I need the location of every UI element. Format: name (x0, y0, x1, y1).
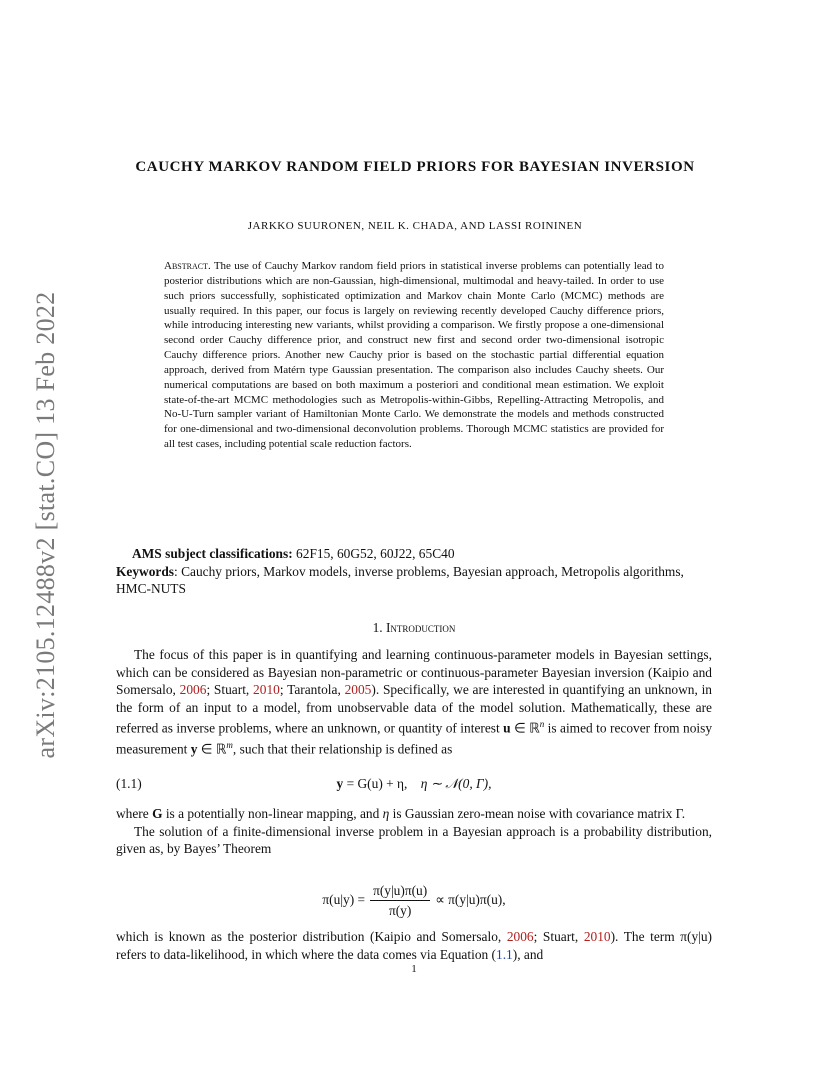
bayes-rhs: ∝ π(y|u)π(u), (435, 892, 506, 907)
section-number: 1. (372, 620, 383, 635)
bayes-numerator: π(y|u)π(u) (370, 882, 430, 901)
abstract (164, 259, 664, 452)
equation-reference-link[interactable]: 1.1 (496, 946, 513, 962)
keywords-value: : Cauchy priors, Markov models, inverse problems, Bayesian approach, Metropolis algorithms, HMC-NUTS (116, 563, 684, 597)
abstract-label: Abstract. (164, 260, 211, 272)
ams-value: 62F15, 60G52, 60J22, 65C40 (296, 546, 455, 561)
keywords-label: Keywords (116, 563, 175, 579)
final-text-2: ; Stuart, (533, 929, 584, 944)
intro-text-1: The focus of this paper is in quantifying and learning continuous-parameter models in Bayesian settings, which can be considered as Bayesian non-parametric or continuous-parameter Bayesian inversion (Kaipio and Somersalo, (116, 647, 712, 698)
final-text-1: which is known as the posterior distribution (Kaipio and Somersalo, (116, 929, 507, 944)
after-text-2: is a potentially non-linear mapping, and (162, 806, 383, 821)
keywords (116, 563, 712, 598)
citation-link[interactable]: 2006 (179, 682, 207, 698)
equation-lhs: y (336, 776, 344, 791)
equation-number: (1.1) (116, 776, 142, 791)
final-text-4: ), and (512, 946, 544, 962)
section-title: Introduction (385, 620, 456, 635)
citation-link[interactable]: 2010 (583, 929, 611, 944)
intro-text-4: ). Specifically, we are interested in quantifying an unknown, in the form of an input to a model, from unobservable data of the model solution. Mathematically, these are referred as inverse problems, where an unknown, or quantity of interest (116, 682, 712, 736)
intro-text-6: , such that their relationship is defined as (232, 741, 453, 757)
intro-text-5: is aimed to recover from noisy measurement (116, 720, 713, 757)
equation-body (116, 776, 712, 792)
section-heading (116, 620, 712, 636)
bayes-fraction (370, 882, 430, 919)
citation-link[interactable]: 2006 (506, 929, 534, 944)
intro-text-3: ; Tarantola, (279, 682, 345, 698)
equation-1-1 (116, 776, 712, 796)
paper-title: CAUCHY MARKOV RANDOM FIELD PRIORS FOR BAYESIAN INVERSION (135, 159, 695, 175)
intro-paragraph: The focus of this paper is in quantifying and learning continuous-parameter models in Bayesian settings, which can be considered as Bayesian non-parametric or continuous-parameter Bayesian inversion (Kaipio and Somersalo, 2006; Stuart, 2010; Tarantola, 2005). Specifically, we are interested in quantifying an unknown, in the form of an input to a model, from unobservable data of the model solution. Mathematically, these are referred as inverse problems, where an unknown, or quantity of interest u ∈ ℝ$^n$ is aimed to recover from noisy measurement y ∈ ℝ$^m$, such that their relationship is defined as (116, 647, 713, 757)
abstract-text: The use of Cauchy Markov random field priors in statistical inverse problems can potentially lead to posterior distributions which are non-Gaussian, high-dimensional, multimodal and heavy-tailed. In order to use such priors successfully, sophisticated optimization and Markov chain Monte Carlo (MCMC) methods are usually required. In this paper, our focus is largely on reviewing recently developed Cauchy difference priors, while introducing interesting new variants, whilst providing a comparison. We firstly propose a one-dimensional second order Cauchy difference prior, and construct new first and second order two-dimensional isotropic Cauchy difference priors. Another new Cauchy prior is based on the stochastic partial differential equation approach, derived from Matérn type Gaussian presentation. The comparison also includes Cauchy sheets. Our numerical computations are based on both maximum a posteriori and conditional mean estimation. We exploit state-of-the-art MCMC methodologies such as Metropolis-within-Gibbs, Repelling-Attracting Metropolis, and No-U-Turn sampler variant of Hamiltonian Monte Carlo. We demonstrate the models and methods constructed for one-dimensional and two-dimensional deconvolution problems. Thorough MCMC statistics are provided for all test cases, including potential scale reduction factors. (164, 260, 664, 451)
citation-link[interactable]: 2010 (253, 682, 280, 698)
arxiv-stamp (24, 280, 68, 770)
after-text-3: is Gaussian zero-mean noise with covariance matrix Γ. (389, 806, 686, 821)
equation-noise: η ∼ 𝒩(0, Γ), (420, 776, 492, 791)
ams-label: AMS subject classifications: (132, 546, 293, 561)
page-number: 1 (411, 963, 417, 975)
equation-rhs: = G(u) + η, (346, 776, 408, 791)
bayes-denominator: π(y) (388, 902, 412, 918)
citation-link[interactable]: 2005 (344, 682, 372, 698)
bayes-theorem-equation (116, 878, 712, 922)
keywords-block (116, 545, 712, 598)
final-text-3: ). The term π(y|u) refers to data-likelihood, in which where the data comes via Equation ( (116, 929, 712, 962)
paper-authors: JARKKO SUURONEN, NEIL K. CHADA, AND LASSI ROININEN (247, 220, 583, 232)
after-equation-text: where G is a potentially non-linear mapping, and η is Gaussian zero-mean noise with covariance matrix Γ. The solution of a finite-dimensional inverse problem in a Bayesian approach is a probability distribution, given as, by Bayes’ Theorem (116, 806, 712, 857)
bayes-intro: The solution of a finite-dimensional inverse problem in a Bayesian approach is a probability distribution, given as, by Bayes’ Theorem (116, 823, 712, 857)
after-text-1: where (116, 806, 153, 821)
arxiv-id: arXiv:2105.12488v2 [stat.CO] 13 Feb 2022 (31, 291, 60, 759)
bayes-lhs: π(u|y) = (322, 892, 366, 907)
ams-classifications (116, 545, 712, 563)
posterior-paragraph (116, 928, 712, 963)
intro-text-2: ; Stuart, (206, 682, 254, 698)
